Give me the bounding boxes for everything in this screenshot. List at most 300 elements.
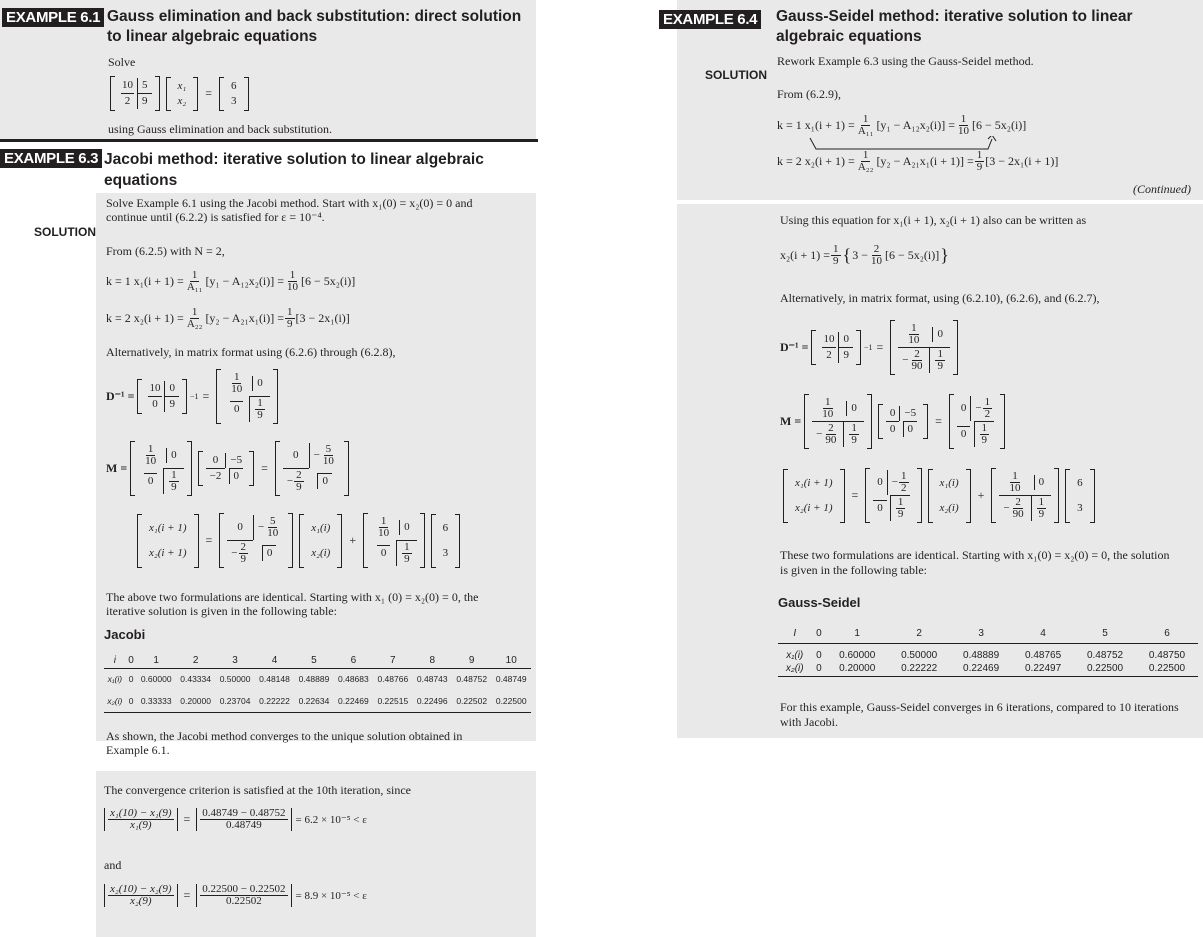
x2-rhs: [6 − 5x₂(i)] [884,248,940,262]
den: 0.48749 [226,819,262,831]
cell: 0.48749 [495,674,527,685]
dinv-matrix [130,441,192,496]
cell: 9 [164,396,179,412]
col-header: 2 [888,625,950,643]
den: 10 [267,527,279,539]
cell: x₂(i) [104,690,126,712]
cell: 0.48766 [377,674,409,685]
ex63-alt: Alternatively, in matrix format using (6.2.6) through (6.2.8), [106,345,396,359]
cell: 0.60000 [839,649,876,661]
dinv-label: D⁻¹ = [106,389,135,403]
equals: = [935,414,942,428]
den: x₂(9) [129,895,152,907]
cell: 0.20000 [176,690,215,712]
den: A₂₂ [857,161,874,173]
cell: x₂(i) [778,661,811,677]
den: 9 [257,409,263,421]
ex63-k1-equation [106,270,355,293]
col-header: 3 [950,625,1012,643]
m-matrix: 0 − $\frac{1}{2}$ 0 $\frac{1}{9}$ [865,468,921,523]
m-matrix: 0 − $\frac{5}{10}$ − $\frac{2}{9}$ 0 [219,513,293,568]
cell: 0.48750 [1148,649,1186,661]
using-gauss-text: using Gauss elimination and back substitution. [108,122,332,136]
cell: 0.48148 [259,674,290,685]
x2-mid: 3 − [852,248,868,262]
den: 2 [901,482,907,494]
col-header: 3 [215,654,254,668]
gauss-seidel-table [778,625,1198,677]
offdiag-matrix [198,451,254,486]
col-header: 5 [1074,625,1136,643]
cell: 0 [889,407,896,419]
ex64-vector-equation [780,468,1098,523]
den: 9 [171,481,177,493]
cell: 0 [932,327,947,342]
cell: 0 [317,473,332,489]
num: 1 [191,269,198,281]
var-vector [166,77,199,111]
ex63-k2-equation [106,307,350,330]
dinv-matrix-2 [363,513,425,568]
den: 9 [287,318,293,330]
m-cell: 10 [122,79,133,91]
ex63-identical-2: iterative solution is given in the following table: [106,604,337,618]
cell: 0 [903,421,918,437]
ex64-identical-1: These two formulations are identical. Starting with x₁(0) = x₂(0) = 0, the solution [780,548,1170,562]
ex63-vector-equation [134,513,463,568]
ex63-m-equation [106,441,352,496]
ex64-using-eq: Using this equation for x₁(i + 1), x₂(i + 1) also can be written as [780,213,1087,227]
den: 90 [825,434,837,446]
equals: = [205,86,212,100]
col-header: i [104,654,126,668]
den: 9 [1038,508,1045,520]
r-cell: 6 [231,79,237,92]
jacobi-table [104,654,531,713]
num: x₂(10) − x₂(9) [110,883,172,895]
ex64-from: From (6.2.9), [777,87,841,101]
ex64-solution-label: SOLUTION [705,68,767,82]
table-row [104,690,531,712]
num: 1 [937,348,943,360]
k1-lhs: k = 1 x₁(i + 1) = [777,118,855,132]
num: 1 [851,422,857,434]
cell: 0.48752 [1086,649,1124,661]
cell: 10 [823,333,835,345]
lower-matrix [811,330,861,365]
frac [831,244,841,267]
equals: = [876,340,884,354]
cell: 0.20000 [826,661,888,677]
plus: + [977,488,985,502]
den: 10 [231,383,243,395]
cell: 0.43334 [180,674,211,685]
example-6-1-label: EXAMPLE 6.1 [2,8,104,27]
cell: x₁(i + 1) [795,476,833,489]
num: 2 [828,422,834,434]
num: 5 [269,515,276,527]
k2-mid: [y₂ − A₂₁x₁(i)] = [205,311,285,325]
frac [956,114,971,137]
cell: 0 [873,500,887,516]
frac [185,270,205,293]
den: 0.22502 [226,895,262,907]
dinv-label: D⁻¹ = [780,340,809,354]
den: 10 [908,334,920,346]
col-header: 7 [373,654,412,668]
num: 1 [404,541,410,553]
cell: x₂(i) [311,546,331,559]
cell: 10 [149,382,161,394]
cell: 0 [262,545,277,561]
den: A₁₁ [186,281,203,293]
example-6-4-title-line1: Gauss-Seidel method: iterative solution to linear [776,8,1133,25]
num: 1 [911,322,917,334]
num: 1 [380,515,387,527]
den: x₁(9) [129,819,152,831]
cell: 0 [886,421,900,437]
ex64-rework: Rework Example 6.3 using the Gauss-Seidel method. [777,54,1034,68]
num: 0.48749 − 0.48752 [202,807,286,819]
cell: 0 [399,520,414,535]
cell: 0 [252,376,267,391]
frac [285,270,300,293]
col-header: 4 [1012,625,1074,643]
cell: 0.22500 [491,690,531,712]
num: 1 [901,470,907,482]
dinv-result [216,369,278,424]
ex64-k1-equation [777,114,1026,137]
den: 10 [822,408,834,420]
num: 2 [914,348,920,360]
cell: 0 [957,426,971,442]
inverse-superscript: −1 [189,392,199,401]
inverse-superscript: −1 [863,343,873,352]
dinv-matrix: $\frac{1}{10}$ 0 − $\frac{2}{90}$ $\frac{1}{9}$ [804,394,872,449]
criterion-eq-1 [104,808,367,831]
jacobi-table-title: Jacobi [104,627,146,642]
equals: = [183,888,191,902]
den: 9 [976,161,983,173]
den: 9 [897,508,904,520]
diag-matrix [137,379,187,414]
den: 9 [404,553,410,565]
num: 1 [960,113,967,125]
cell: 0 [293,449,299,461]
m-label: M = [780,414,802,428]
num: 2 [296,469,302,481]
frac [975,150,985,173]
cell: 0 [144,473,158,489]
coef-matrix [110,76,160,111]
den: 9 [981,434,987,446]
cell: x₁(i + 1) [149,521,187,534]
cell: 6 [1077,476,1083,489]
cell: 0.48765 [1024,649,1062,661]
cell: 0.23704 [215,690,254,712]
k1-rhs: [6 − 5x₂(i)] [972,118,1027,132]
k1-lhs: k = 1 x₁(i + 1) = [106,274,184,288]
equals: = [261,461,268,475]
cell: 0 [148,396,162,412]
example-6-4-title-line2: algebraic equations [776,28,922,45]
den: 10 [870,255,882,267]
ex63-dinv-equation [106,369,281,424]
cell: 2 [822,347,836,363]
cell: 0.22502 [452,690,491,712]
cell: 0.48752 [456,674,488,685]
cell: 0.22469 [950,661,1012,677]
cell: x₂(i) [939,501,959,514]
num: 1 [981,422,987,434]
num: 1 [171,469,177,481]
col-header: 9 [452,654,491,668]
m-label: M = [106,461,128,475]
cell: 0.48683 [338,674,369,685]
divider [0,139,538,142]
upper-matrix [878,404,928,439]
col-header: 0 [126,654,137,668]
num: x₁(10) − x₁(9) [110,807,172,819]
example-6-3-title-line1: Jacobi method: iterative solution to linear algebraic [104,151,484,168]
den: 10 [1009,482,1021,494]
v-cell: x₂ [177,94,187,107]
cell: 0 [166,448,181,463]
num: 5 [325,443,332,455]
col-header: 2 [176,654,215,668]
criterion-text: The convergence criterion is satisfied at the 10th iteration, since [104,783,412,797]
k2-rhs: [3 − 2x₁(i)] [295,311,350,325]
cell: 0.48889 [963,649,1000,661]
table-row [778,661,1198,677]
example-6-1-system [107,76,252,111]
example-6-1-title-line2: to linear algebraic equations [107,28,318,45]
ex63-identical-1: The above two formulations are identical. Starting with x₁ (0) = x₂(0) = 0, the [106,590,479,604]
ex64-final-1: For this example, Gauss-Seidel converges in 6 iterations, compared to 10 iterations [780,700,1179,714]
table-row [104,668,531,690]
table-row [778,643,1198,661]
den: 10 [145,455,157,467]
col-header: 10 [491,654,531,668]
y-vector [1065,469,1095,523]
cell: x₁(i) [311,521,331,534]
m-result: 0 − $\frac{1}{2}$ 0 $\frac{1}{9}$ [949,394,1005,449]
num: 1 [1012,470,1018,482]
den: 9 [937,360,943,372]
col-header: 8 [413,654,452,668]
col-header: 1 [826,625,888,643]
cell: 0 [212,454,219,466]
cell: x₁(i) [786,649,804,661]
den: 10 [322,455,334,467]
and-text: and [104,858,122,872]
num: 2 [1015,496,1021,508]
cell: −5 [225,453,246,468]
v-cell: x₁ [177,79,187,92]
cell: x₂(i + 1) [149,546,187,559]
cell: 0.60000 [140,674,172,685]
den: 90 [911,360,923,372]
ex63-from: From (6.2.5) with N = 2, [106,244,225,258]
num: 1 [1038,496,1045,508]
den: 10 [287,281,299,293]
num: 1 [825,396,831,408]
num: 1 [976,149,983,161]
example-6-1-title-line1: Gauss elimination and back substitution: direct solution [107,8,522,25]
col-header: 6 [1136,625,1198,643]
cell: 0.50000 [901,649,938,661]
cell: 0 [230,401,244,417]
cell: 9 [838,347,853,363]
cell: 0.22222 [888,661,950,677]
example-6-3-label: EXAMPLE 6.3 [0,149,102,168]
den: 10 [378,527,390,539]
dinv-result: $\frac{1}{10}$ 0 − $\frac{2}{90}$ $\frac{1}{9}$ [890,320,958,375]
x-next-vector [783,469,845,523]
col-header: 4 [255,654,294,668]
cell: 0 [816,649,822,661]
k2-rhs: [3 − 2x₁(i + 1)] [985,154,1059,168]
m-cell: 9 [137,93,152,109]
x-vector [299,514,342,568]
equals: = [205,533,213,547]
ex64-identical-2: is given in the following table: [780,563,927,577]
num: 2 [873,243,880,255]
cell: 0.48889 [298,674,330,685]
cell: 0 [164,381,179,396]
y-vector [431,514,461,568]
equals: = [183,812,191,826]
r-cell: 3 [231,94,237,107]
example-6-3-title-line2: equations [104,172,178,189]
example-6-4-label: EXAMPLE 6.4 [659,10,761,29]
cell: 0 [126,690,137,712]
k2-mid: [y₂ − A₂₁x₁(i + 1)] = [876,154,974,168]
cell: 0 [877,476,883,488]
num: 1 [833,243,839,255]
cell: x₂(i + 1) [795,501,833,514]
cell: −2 [206,468,226,484]
den: A₂₂ [186,318,203,330]
k1-mid: [y₁ − A₁₂x₂(i)] = [205,274,285,288]
plus: + [349,533,357,547]
frac [856,114,876,137]
continued-note: (Continued) [1133,182,1191,196]
num: 1 [862,113,869,125]
k2-lhs: k = 2 x₂(i + 1) = [106,311,184,325]
equals: = [202,389,210,403]
cell: 0.22469 [334,690,373,712]
cell: x₁(i) [107,674,123,685]
cell: 0 [960,402,967,414]
ex63-intro-1: Solve Example 6.1 using the Jacobi method. Start with x₁(0) = x₂(0) = 0 and [106,196,473,210]
ex64-k2-equation [777,150,1058,173]
m-result: 0 − $\frac{5}{10}$ − $\frac{2}{9}$ 0 [275,441,349,496]
den: A₁₁ [857,125,874,137]
num: 0.22500 − 0.22502 [202,883,286,895]
frac [856,150,876,173]
frac [285,307,295,330]
cell: 0 [1034,475,1049,490]
m-cell: 5 [137,78,152,93]
col-header: I [778,625,811,643]
cell: 0 [377,545,391,561]
cell: 0.22500 [1136,661,1198,677]
frac [869,244,884,267]
cell: 0 [237,521,243,533]
m-cell: 2 [121,93,135,109]
num: 1 [897,496,904,508]
solve-text: Solve [108,55,136,69]
den: 10 [958,125,970,137]
col-header: 5 [294,654,333,668]
col-header: 6 [334,654,373,668]
x2-lhs: x₂(i + 1) = [780,248,831,262]
ex64-alt: Alternatively, in matrix format, using (6.2.10), (6.2.6), and (6.2.7), [780,291,1100,305]
col-header: 1 [136,654,175,668]
x-vector [928,469,971,523]
cell: 0.22634 [294,690,333,712]
k2-lhs: k = 2 x₂(i + 1) = [777,154,855,168]
num: 1 [147,443,154,455]
cell: 0.22515 [373,690,412,712]
cell: x₁(i) [939,476,959,489]
den: 9 [240,553,247,565]
cell: 3 [1077,501,1083,514]
ex64-x2-equation: x₂(i + 1) = $\frac{1}{9}$ { 3 − $\frac{2}{10}$ [6 − 5x₂(i)] } [780,243,949,267]
ex64-m-equation [780,394,1008,449]
gauss-seidel-table-title: Gauss-Seidel [778,595,861,610]
x-next-vector [137,514,199,568]
num: 1 [233,371,240,383]
k1-rhs: [6 − 5x₂(i)] [301,274,356,288]
k1-mid: [y₁ − A₁₂x₂(i)] = [876,118,956,132]
ex64-final-2: with Jacobi. [780,715,838,729]
cell: 0.22500 [1074,661,1136,677]
cell: 0.50000 [219,674,251,685]
cell: 0 [838,332,853,347]
rhs-vector [219,77,249,111]
cell: 6 [442,521,449,534]
ex63-converge-2: Example 6.1. [106,743,170,757]
num: 1 [257,397,263,409]
num: 1 [191,306,198,318]
cell: 0 [229,468,244,484]
cell: 0 [846,401,861,416]
num: 1 [862,149,869,161]
num: 1 [289,269,296,281]
criterion-eq-2 [104,884,367,907]
result: = 8.9 × 10⁻⁵ < ε [295,890,367,902]
den: 9 [833,255,839,267]
dinv-matrix-2: $\frac{1}{10}$ 0 − $\frac{2}{90}$ $\frac{1}{9}$ [991,468,1059,523]
cell: 3 [442,546,449,559]
den: 2 [984,408,991,420]
result: = 6.2 × 10⁻⁵ < ε [295,814,367,826]
ex63-converge-1: As shown, the Jacobi method converges to the unique solution obtained in [106,729,463,743]
ex63-solution-label: SOLUTION [34,225,96,239]
den: 90 [1012,508,1024,520]
cell: −5 [899,406,920,421]
cell: 0.48743 [416,674,448,685]
cell: 0.33333 [136,690,175,712]
num: 1 [984,396,991,408]
cell: 0 [811,661,826,677]
cell: 0.22497 [1012,661,1074,677]
den: 9 [851,434,857,446]
ex63-intro-2: continue until (6.2.2) is satisfied for ε = 10⁻⁴. [106,210,325,224]
num: 1 [287,306,293,318]
